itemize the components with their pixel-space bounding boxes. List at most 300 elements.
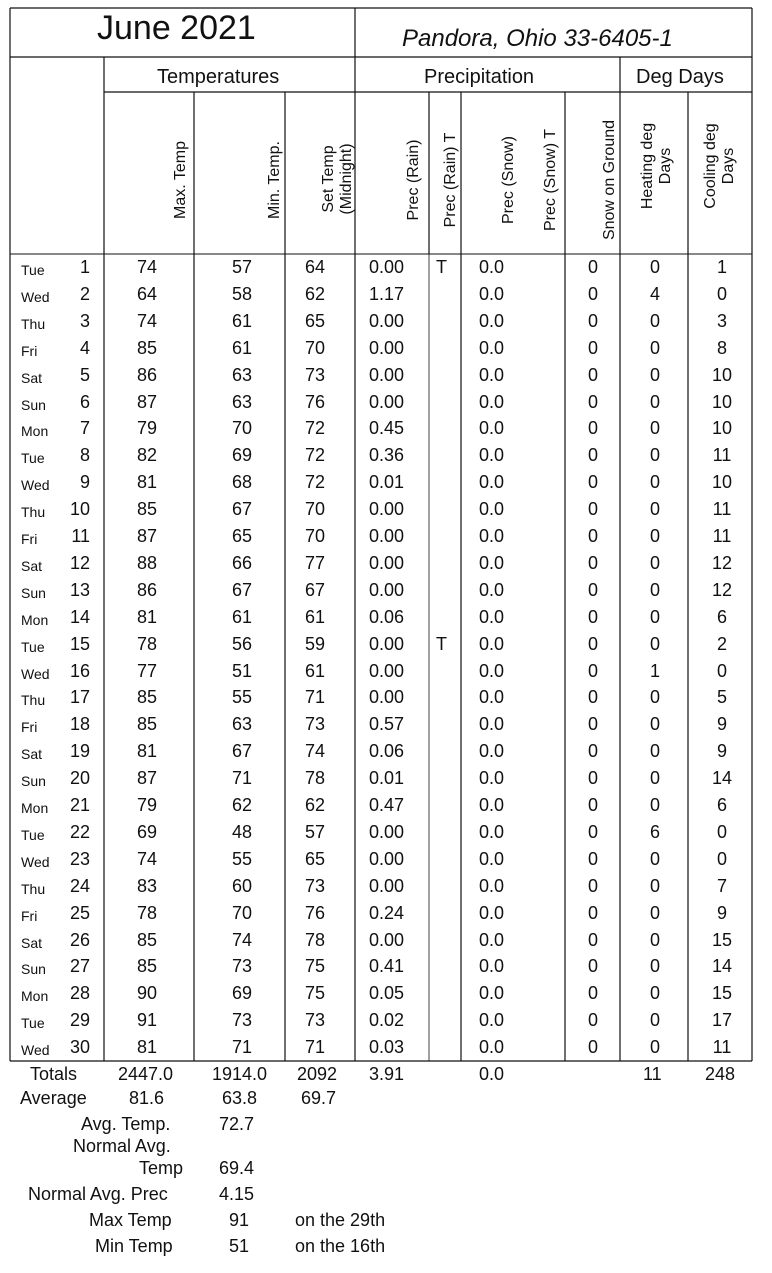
set-temp: 64 — [305, 257, 326, 277]
normal-prec-value: 4.15 — [219, 1184, 255, 1204]
prec-snow: 0.0 — [479, 875, 505, 896]
set-temp: 61 — [305, 606, 326, 627]
heating-deg-days: 0 — [650, 741, 661, 762]
set-temp: 62 — [305, 283, 326, 304]
max-temp: 85 — [137, 499, 158, 520]
max-temp: 78 — [137, 633, 158, 654]
col-prec-snow-t: Prec (Snow) T — [542, 129, 559, 231]
max-temp: 81 — [137, 606, 158, 627]
prec-snow: 0.0 — [479, 391, 505, 412]
max-temp: 87 — [137, 391, 158, 412]
snow-on-ground: 0 — [588, 418, 599, 439]
prec-snow: 0.0 — [479, 929, 505, 950]
prec-rain: 0.41 — [369, 956, 405, 977]
snow-on-ground: 0 — [588, 606, 599, 627]
max-temp: 81 — [137, 1037, 158, 1058]
snow-on-ground: 0 — [588, 579, 599, 600]
totals-min: 1914.0 — [212, 1064, 268, 1084]
heating-deg-days: 0 — [650, 472, 661, 493]
max-temp: 85 — [137, 687, 158, 708]
day-name: Mon — [21, 611, 49, 628]
heating-deg-days: 0 — [650, 445, 661, 466]
max-temp: 85 — [137, 956, 158, 977]
cooling-deg-days: 15 — [711, 983, 733, 1004]
max-temp: 79 — [137, 795, 158, 815]
set-temp: 75 — [305, 983, 326, 1004]
cooling-deg-days: 11 — [712, 445, 732, 466]
set-temp: 70 — [305, 337, 326, 358]
prec-snow: 0.0 — [479, 821, 505, 842]
cooling-deg-days: 14 — [711, 768, 733, 789]
min-temp: 69 — [232, 445, 253, 466]
day-name: Thu — [21, 880, 46, 897]
snow-on-ground: 0 — [588, 283, 599, 304]
cooling-deg-days: 10 — [711, 472, 733, 493]
prec-snow: 0.0 — [479, 848, 505, 869]
set-temp: 59 — [305, 633, 326, 654]
heating-deg-days: 6 — [650, 821, 661, 842]
totals-label: Totals — [30, 1064, 78, 1084]
set-temp: 57 — [305, 821, 326, 842]
prec-rain: 0.24 — [369, 902, 405, 923]
col-snow-ground: Snow on Ground — [601, 119, 618, 241]
max-temp: 74 — [137, 310, 158, 331]
day-number: 13 — [69, 579, 90, 600]
prec-snow: 0.0 — [479, 257, 505, 277]
day-number: 30 — [69, 1037, 90, 1058]
max-temp: 83 — [137, 875, 158, 896]
day-name: Fri — [21, 342, 38, 359]
day-number: 19 — [69, 741, 90, 762]
snow-on-ground: 0 — [588, 391, 599, 412]
avg-temp-value: 72.7 — [219, 1114, 255, 1134]
max-temp: 88 — [137, 552, 158, 573]
cooling-deg-days: 10 — [711, 418, 733, 439]
heating-deg-days: 0 — [650, 337, 661, 358]
day-name: Fri — [21, 907, 38, 924]
prec-snow: 0.0 — [479, 606, 505, 627]
col-cooling-deg-days: Cooling deg Days — [702, 123, 737, 209]
min-temp-value: 51 — [229, 1236, 250, 1256]
station-name: Pandora, Ohio 33-6405-1 — [402, 25, 673, 52]
average-min: 63.8 — [222, 1088, 258, 1108]
prec-snow: 0.0 — [479, 1037, 505, 1058]
prec-snow: 0.0 — [479, 902, 505, 923]
prec-rain: 0.06 — [369, 741, 405, 762]
set-temp: 73 — [305, 364, 326, 385]
prec-rain: 0.00 — [369, 687, 405, 708]
cooling-deg-days: 10 — [711, 391, 733, 412]
prec-rain: 1.17 — [369, 283, 405, 304]
day-name: Sun — [21, 396, 46, 413]
average-set: 69.7 — [301, 1088, 337, 1108]
cooling-deg-days: 14 — [711, 956, 733, 977]
prec-snow: 0.0 — [479, 310, 505, 331]
day-name: Mon — [21, 800, 49, 816]
prec-snow: 0.0 — [479, 714, 505, 735]
set-temp: 72 — [305, 418, 326, 439]
set-temp: 71 — [305, 1037, 326, 1058]
heating-deg-days: 0 — [650, 714, 661, 735]
col-prec-rain-t: Prec (Rain) T — [442, 132, 459, 228]
col-max-temp: Max. Temp — [172, 141, 189, 219]
col-prec-snow: Prec (Snow) — [500, 135, 517, 225]
day-name: Mon — [21, 988, 49, 1005]
day-number: 22 — [69, 821, 90, 842]
min-temp: 63 — [232, 391, 253, 412]
set-temp: 65 — [305, 848, 326, 869]
prec-rain: 0.00 — [369, 633, 405, 654]
max-temp: 81 — [137, 472, 158, 493]
day-name: Tue — [21, 262, 45, 278]
day-name: Sun — [21, 584, 46, 601]
min-temp-when: on the 16th — [295, 1236, 386, 1256]
heating-deg-days: 0 — [650, 795, 661, 815]
day-number: 6 — [79, 391, 90, 412]
prec-snow: 0.0 — [479, 337, 505, 358]
min-temp: 61 — [232, 606, 253, 627]
cooling-deg-days: 7 — [716, 875, 727, 896]
max-temp: 90 — [137, 983, 158, 1004]
min-temp: 58 — [232, 283, 253, 304]
prec-rain: 0.00 — [369, 821, 405, 842]
min-temp: 74 — [232, 929, 253, 950]
normal-avg-label-1: Normal Avg. — [73, 1136, 171, 1156]
heating-deg-days: 0 — [650, 606, 661, 627]
prec-snow: 0.0 — [479, 1010, 505, 1031]
day-number: 9 — [79, 472, 90, 493]
cooling-deg-days: 11 — [712, 1037, 732, 1058]
snow-on-ground: 0 — [588, 552, 599, 573]
min-temp: 69 — [232, 983, 253, 1004]
day-name: Wed — [21, 853, 50, 870]
min-temp: 67 — [232, 499, 253, 520]
average-label: Average — [20, 1088, 87, 1108]
set-temp: 76 — [305, 391, 326, 412]
day-number: 21 — [69, 795, 90, 815]
day-number: 26 — [69, 929, 90, 950]
prec-rain: 0.00 — [369, 660, 405, 681]
min-temp: 71 — [232, 1037, 253, 1058]
max-temp-value: 91 — [229, 1210, 250, 1230]
min-temp: 70 — [232, 902, 253, 923]
cooling-deg-days: 6 — [716, 795, 727, 815]
prec-snow: 0.0 — [479, 660, 505, 681]
snow-on-ground: 0 — [588, 956, 599, 977]
day-name: Wed — [21, 477, 50, 494]
max-temp: 86 — [137, 579, 158, 600]
day-name: Tue — [21, 826, 45, 843]
heating-deg-days: 0 — [650, 1037, 661, 1058]
min-temp: 56 — [232, 633, 253, 654]
set-temp: 78 — [305, 929, 326, 950]
prec-rain: 0.00 — [369, 310, 405, 331]
max-temp-when: on the 29th — [295, 1210, 386, 1230]
prec-rain: 0.02 — [369, 1010, 405, 1031]
day-number: 11 — [71, 526, 90, 546]
set-temp: 73 — [305, 1010, 326, 1031]
heating-deg-days: 0 — [650, 257, 661, 277]
day-name: Tue — [21, 450, 45, 467]
min-temp: 65 — [232, 526, 253, 546]
day-name: Wed — [21, 665, 50, 682]
day-number: 28 — [69, 983, 90, 1004]
day-number: 16 — [69, 660, 90, 681]
prec-snow: 0.0 — [479, 741, 505, 762]
heating-deg-days: 0 — [650, 391, 661, 412]
day-number: 17 — [69, 687, 90, 708]
prec-rain: 0.00 — [369, 875, 405, 896]
snow-on-ground: 0 — [588, 929, 599, 950]
prec-rain: 0.01 — [369, 472, 405, 493]
day-number: 23 — [69, 848, 90, 869]
set-temp: 70 — [305, 526, 326, 546]
day-number: 20 — [69, 768, 90, 789]
min-temp: 63 — [232, 364, 253, 385]
day-name: Sat — [21, 557, 43, 574]
min-temp: 60 — [232, 875, 253, 896]
set-temp: 61 — [305, 660, 326, 681]
prec-rain: 0.06 — [369, 606, 405, 627]
prec-rain-trace: T — [436, 257, 447, 277]
prec-rain-trace: T — [436, 633, 447, 654]
day-name: Wed — [21, 288, 50, 305]
prec-snow: 0.0 — [479, 526, 505, 546]
heating-deg-days: 0 — [650, 633, 661, 654]
snow-on-ground: 0 — [588, 848, 599, 869]
prec-snow: 0.0 — [479, 552, 505, 573]
day-number: 27 — [69, 956, 90, 977]
prec-rain: 0.00 — [369, 579, 405, 600]
prec-snow: 0.0 — [479, 687, 505, 708]
snow-on-ground: 0 — [588, 310, 599, 331]
set-temp: 65 — [305, 310, 326, 331]
prec-snow: 0.0 — [479, 472, 505, 493]
prec-rain: 0.00 — [369, 364, 405, 385]
day-number: 4 — [79, 337, 90, 358]
set-temp: 75 — [305, 956, 326, 977]
day-name: Fri — [21, 719, 38, 736]
max-temp: 91 — [137, 1010, 158, 1031]
prec-rain: 0.01 — [369, 768, 405, 789]
day-number: 12 — [69, 552, 90, 573]
snow-on-ground: 0 — [588, 902, 599, 923]
set-temp: 62 — [305, 795, 326, 815]
day-name: Sun — [21, 773, 46, 790]
set-temp: 73 — [305, 875, 326, 896]
cooling-deg-days: 5 — [716, 687, 727, 708]
set-temp: 72 — [305, 445, 326, 466]
day-number: 24 — [69, 875, 90, 896]
cooling-deg-days: 3 — [716, 310, 727, 331]
cooling-deg-days: 0 — [716, 848, 727, 869]
min-temp: 61 — [232, 310, 253, 331]
normal-avg-label-2: Temp — [139, 1158, 184, 1178]
normal-avg-temp-value: 69.4 — [219, 1158, 255, 1178]
snow-on-ground: 0 — [588, 257, 599, 277]
prec-snow: 0.0 — [479, 499, 505, 520]
min-temp: 51 — [232, 660, 253, 681]
day-name: Sun — [21, 961, 46, 978]
set-temp: 71 — [305, 687, 326, 708]
max-temp: 82 — [137, 445, 158, 466]
set-temp: 76 — [305, 902, 326, 923]
group-temperatures: Temperatures — [157, 66, 280, 88]
heating-deg-days: 0 — [650, 1010, 661, 1031]
day-number: 5 — [79, 364, 90, 385]
set-temp: 67 — [305, 579, 326, 600]
day-name: Wed — [21, 1042, 50, 1059]
prec-rain: 0.00 — [369, 929, 405, 950]
prec-rain: 0.05 — [369, 983, 405, 1004]
min-temp: 73 — [232, 1010, 253, 1031]
normal-prec-label: Normal Avg. Prec — [28, 1184, 168, 1204]
snow-on-ground: 0 — [588, 526, 599, 546]
min-temp: 71 — [232, 768, 253, 789]
heating-deg-days: 0 — [650, 499, 661, 520]
day-name: Thu — [21, 504, 46, 521]
cooling-deg-days: 0 — [716, 283, 727, 304]
max-temp: 85 — [137, 929, 158, 950]
day-number: 2 — [79, 283, 90, 304]
prec-snow: 0.0 — [479, 283, 505, 304]
max-temp: 74 — [137, 257, 158, 277]
cooling-deg-days: 9 — [716, 902, 727, 923]
prec-snow: 0.0 — [479, 795, 505, 815]
prec-rain: 0.00 — [369, 499, 405, 520]
day-number: 1 — [79, 257, 90, 277]
max-temp: 69 — [137, 821, 158, 842]
min-temp: 48 — [232, 821, 253, 842]
snow-on-ground: 0 — [588, 795, 599, 815]
totals-set: 2092 — [297, 1064, 338, 1084]
day-name: Thu — [21, 315, 46, 332]
heating-deg-days: 0 — [650, 364, 661, 385]
prec-snow: 0.0 — [479, 956, 505, 977]
heating-deg-days: 0 — [650, 526, 661, 546]
prec-rain: 0.00 — [369, 337, 405, 358]
snow-on-ground: 0 — [588, 983, 599, 1004]
cooling-deg-days: 12 — [711, 552, 733, 573]
min-temp: 67 — [232, 579, 253, 600]
set-temp: 78 — [305, 768, 326, 789]
max-temp: 78 — [137, 902, 158, 923]
prec-snow: 0.0 — [479, 418, 505, 439]
heating-deg-days: 0 — [650, 983, 661, 1004]
day-name: Tue — [21, 638, 45, 655]
prec-snow: 0.0 — [479, 983, 505, 1004]
prec-rain: 0.57 — [369, 714, 405, 735]
day-name: Sat — [21, 746, 43, 763]
snow-on-ground: 0 — [588, 633, 599, 654]
day-number: 18 — [69, 714, 90, 735]
totals-max: 2447.0 — [118, 1064, 174, 1084]
max-temp: 85 — [137, 337, 158, 358]
day-number: 14 — [69, 606, 90, 627]
col-min-temp: Min. Temp. — [266, 141, 283, 219]
min-temp: 55 — [232, 687, 253, 708]
day-number: 7 — [79, 418, 90, 439]
cooling-deg-days: 11 — [712, 526, 732, 546]
avg-temp-label: Avg. Temp. — [81, 1114, 171, 1134]
heating-deg-days: 0 — [650, 848, 661, 869]
cooling-deg-days: 0 — [716, 660, 727, 681]
day-name: Sat — [21, 934, 43, 951]
min-temp: 67 — [232, 741, 253, 762]
group-deg-days: Deg Days — [636, 66, 724, 88]
prec-rain: 0.00 — [369, 391, 405, 412]
max-temp: 87 — [137, 768, 158, 789]
heating-deg-days: 1 — [650, 660, 661, 681]
totals-rain: 3.91 — [369, 1064, 405, 1084]
set-temp: 70 — [305, 499, 326, 520]
cooling-deg-days: 1 — [716, 257, 727, 277]
prec-rain: 0.00 — [369, 257, 405, 277]
cooling-deg-days: 11 — [712, 499, 732, 520]
snow-on-ground: 0 — [588, 445, 599, 466]
cooling-deg-days: 8 — [716, 337, 727, 358]
max-temp: 79 — [137, 418, 158, 439]
prec-rain: 0.03 — [369, 1037, 405, 1058]
heating-deg-days: 0 — [650, 418, 661, 439]
snow-on-ground: 0 — [588, 821, 599, 842]
totals-snow: 0.0 — [479, 1064, 505, 1084]
month-title: June 2021 — [97, 9, 256, 47]
cooling-deg-days: 17 — [711, 1010, 733, 1031]
day-number: 25 — [69, 902, 90, 923]
heating-deg-days: 4 — [650, 283, 661, 304]
min-temp: 55 — [232, 848, 253, 869]
prec-snow: 0.0 — [479, 445, 505, 466]
prec-rain: 0.00 — [369, 526, 405, 546]
cooling-deg-days: 0 — [716, 821, 727, 842]
cooling-deg-days: 9 — [716, 714, 727, 735]
prec-snow: 0.0 — [479, 768, 505, 789]
max-temp: 85 — [137, 714, 158, 735]
set-temp: 73 — [305, 714, 326, 735]
set-temp: 77 — [305, 552, 326, 573]
heating-deg-days: 0 — [650, 310, 661, 331]
day-number: 10 — [69, 499, 90, 520]
heating-deg-days: 0 — [650, 956, 661, 977]
max-temp: 64 — [137, 283, 158, 304]
snow-on-ground: 0 — [588, 660, 599, 681]
heating-deg-days: 0 — [650, 552, 661, 573]
prec-rain: 0.47 — [369, 795, 405, 815]
col-set-temp: Set Temp (Midnight) — [320, 143, 355, 215]
max-temp: 81 — [137, 741, 158, 762]
min-temp-label: Min Temp — [95, 1236, 173, 1256]
snow-on-ground: 0 — [588, 364, 599, 385]
col-heating-deg-days: Heating deg Days — [639, 122, 674, 210]
prec-rain: 0.00 — [369, 848, 405, 869]
heating-deg-days: 0 — [650, 902, 661, 923]
min-temp: 62 — [232, 795, 253, 815]
max-temp: 77 — [137, 660, 158, 681]
group-precipitation: Precipitation — [424, 66, 535, 88]
prec-snow: 0.0 — [479, 579, 505, 600]
min-temp: 68 — [232, 472, 253, 493]
snow-on-ground: 0 — [588, 768, 599, 789]
day-number: 15 — [69, 633, 90, 654]
prec-rain: 0.36 — [369, 445, 405, 466]
max-temp-label: Max Temp — [89, 1210, 172, 1230]
max-temp: 87 — [137, 526, 158, 546]
snow-on-ground: 0 — [588, 875, 599, 896]
day-number: 3 — [79, 310, 90, 331]
prec-rain: 0.00 — [369, 552, 405, 573]
cooling-deg-days: 6 — [716, 606, 727, 627]
